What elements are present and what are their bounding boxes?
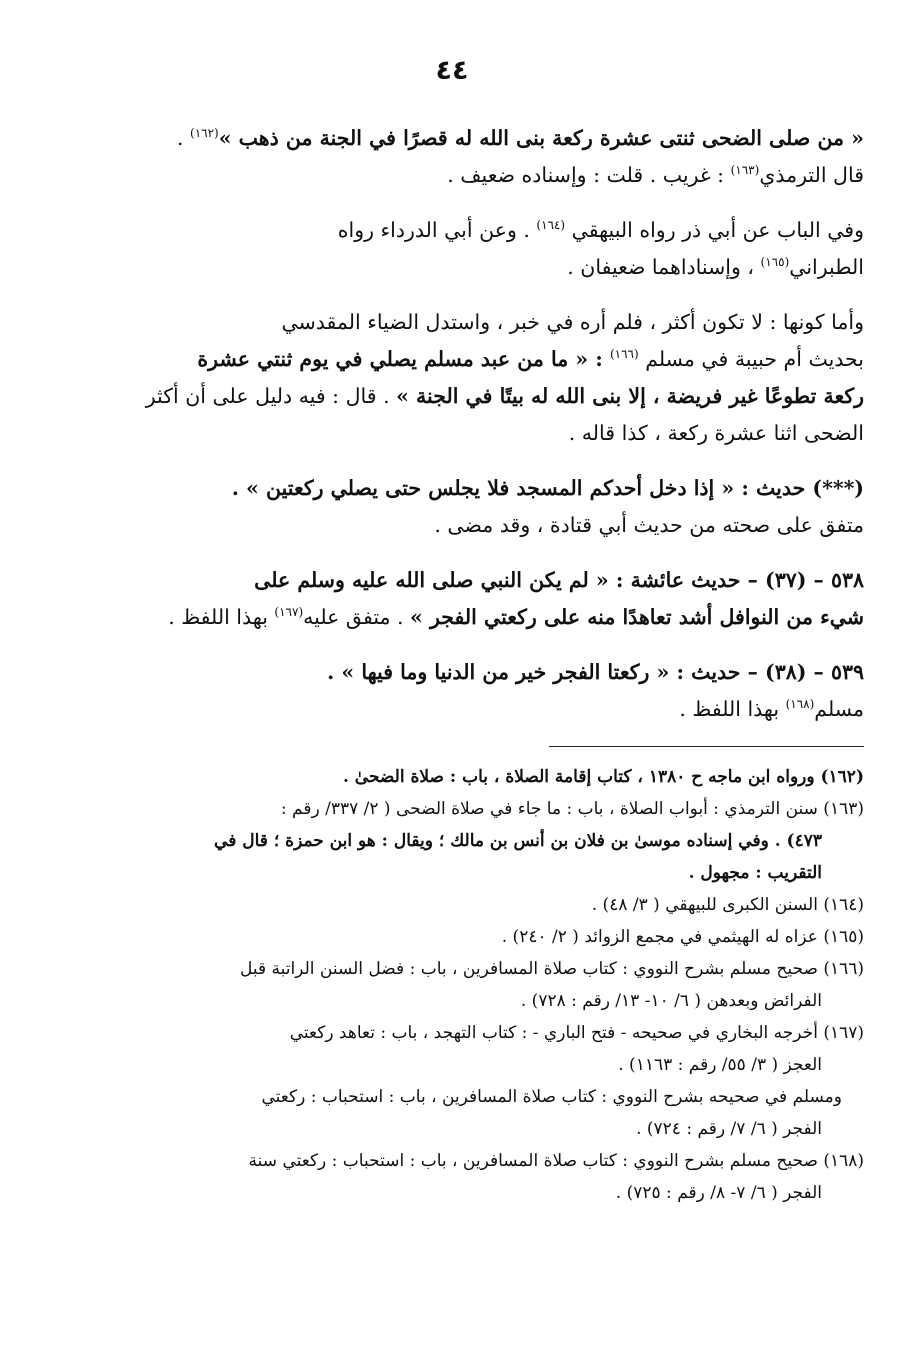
text-line xyxy=(40,599,864,636)
footnote-line: الفجر ( ٦/ ٧- ٨/ رقم : ٧٢٥) . xyxy=(615,1183,822,1203)
footnote-line: (١٦٢) ورواه ابن ماجه ح ١٣٨٠ ، كتاب إقامة الصلاة ، باب : صلاة الضحىٰ . xyxy=(342,767,864,787)
footnote-ref: (١٦٦) xyxy=(609,347,639,362)
text-segment: : « ما من عبد مسلم يصلي في يوم ثنتي عشرة xyxy=(197,347,610,371)
footnotes xyxy=(40,761,864,1209)
footnote xyxy=(40,921,864,953)
paragraph xyxy=(40,562,864,636)
footnote-line: (١٦٨) صحيح مسلم بشرح النووي : كتاب صلاة المسافرين ، باب : استحباب : ركعتي سنة xyxy=(248,1151,864,1171)
text-segment: (***) حديث : « إذا دخل أحدكم المسجد فلا يجلس حتى يصلي ركعتين » . xyxy=(231,476,864,500)
paragraph xyxy=(40,654,864,728)
text-line xyxy=(40,507,864,544)
text-segment: : غريب . قلت : وإسناده ضعيف . xyxy=(447,163,731,187)
footnote xyxy=(40,1017,864,1081)
page xyxy=(40,55,864,1338)
footnote xyxy=(40,793,864,889)
footnote-line: ٤٧٣) . وفي إسناده موسىٰ بن فلان بن أنس بن مالك ؛ ويقال : هو ابن حمزة ؛ قال في xyxy=(214,831,822,851)
footnote xyxy=(40,1145,864,1209)
footnote-ref: (١٦٤) xyxy=(536,218,566,233)
text-segment: بهذا اللفظ . xyxy=(168,605,275,629)
paragraph xyxy=(40,212,864,286)
paragraph xyxy=(40,120,864,194)
footnote-ref: (١٦٧) xyxy=(274,605,304,620)
text-segment: ، وإسناداهما ضعيفان . xyxy=(567,255,761,279)
text-segment: قال الترمذي xyxy=(759,163,864,187)
text-segment: الضحى اثنا عشرة ركعة ، كذا قاله . xyxy=(568,421,864,445)
text-line xyxy=(40,470,864,507)
text-line xyxy=(40,120,864,157)
text-segment: مسلم xyxy=(814,697,864,721)
footnote xyxy=(40,889,864,921)
paragraph xyxy=(40,470,864,544)
footnote xyxy=(40,953,864,1017)
footnote-ref: (١٦٢) xyxy=(190,126,219,141)
footnote-line: العجز ( ٣/ ٥٥/ رقم : ١١٦٣) . xyxy=(618,1055,822,1075)
text-line xyxy=(40,157,864,194)
footnote-line: (١٦٦) صحيح مسلم بشرح النووي : كتاب صلاة المسافرين ، باب : فضل السنن الراتبة قبل xyxy=(239,959,864,979)
text-line xyxy=(40,691,864,728)
page-number: ٤٤ xyxy=(435,55,469,86)
footnote-line: الفرائض وبعدهن ( ٦/ ١٠- ١٣/ رقم : ٧٢٨) . xyxy=(520,991,822,1011)
text-segment: . وعن أبي الدرداء رواه xyxy=(337,218,537,242)
footnote-ref: (١٦٣) xyxy=(730,163,760,178)
footnote-separator xyxy=(549,746,864,747)
text-segment: . قال : فيه دليل على أن أكثر xyxy=(145,384,397,408)
footnote xyxy=(40,761,864,793)
text-segment: الطبراني xyxy=(789,255,864,279)
text-line xyxy=(40,654,864,691)
footnote-line: (١٦٣) سنن الترمذي : أبواب الصلاة ، باب : ما جاء في صلاة الضحى ( ٢/ ٣٣٧/ رقم : xyxy=(280,799,864,819)
footnote-line: (١٦٧) أخرجه البخاري في صحيحه - فتح الباري - : كتاب التهجد ، باب : تعاهد ركعتي xyxy=(289,1023,864,1043)
text-segment: ركعة تطوعًا غير فريضة ، إلا بنى الله له بيتًا في الجنة » xyxy=(396,384,864,408)
text-line xyxy=(40,249,864,286)
footnote xyxy=(40,1081,864,1145)
footnote-line: ومسلم في صحيحه بشرح النووي : كتاب صلاة المسافرين ، باب : استحباب : ركعتي xyxy=(261,1087,842,1107)
text-segment: بحديث أم حبيبة في مسلم xyxy=(638,347,864,371)
text-segment: متفق على صحته من حديث أبي قتادة ، وقد مضى . xyxy=(434,513,864,537)
text-segment: . xyxy=(176,126,190,150)
text-line xyxy=(40,415,864,452)
paragraph xyxy=(40,304,864,452)
text-segment: شيء من النوافل أشد تعاهدًا منه على ركعتي الفجر » xyxy=(410,605,864,629)
text-line xyxy=(40,341,864,378)
text-segment: وفي الباب عن أبي ذر رواه البيهقي xyxy=(565,218,864,242)
body-text xyxy=(40,120,864,728)
text-line xyxy=(40,378,864,415)
footnote-line: الفجر ( ٦/ ٧/ رقم : ٧٢٤) . xyxy=(636,1119,822,1139)
text-segment: وأما كونها : لا تكون أكثر ، فلم أره في خبر ، واستدل الضياء المقدسي xyxy=(281,310,864,334)
text-segment: . متفق عليه xyxy=(303,605,411,629)
text-line xyxy=(40,212,864,249)
footnote-line: التقريب : مجهول . xyxy=(688,863,822,883)
text-segment: « من صلى الضحى ثنتى عشرة ركعة بنى الله له قصرًا في الجنة من ذهب » xyxy=(218,126,864,150)
footnote-ref: (١٦٨) xyxy=(785,697,815,712)
footnote-ref: (١٦٥) xyxy=(760,255,790,270)
text-segment: ٥٣٩ – (٣٨) – حديث : « ركعتا الفجر خير من الدنيا وما فيها » . xyxy=(327,660,864,684)
footnote-line: (١٦٤) السنن الكبرى للبيهقي ( ٣/ ٤٨) . xyxy=(591,895,864,915)
text-segment: ٥٣٨ – (٣٧) – حديث عائشة : « لم يكن النبي صلى الله عليه وسلم على xyxy=(254,568,864,592)
text-line xyxy=(40,562,864,599)
text-segment: بهذا اللفظ . xyxy=(679,697,786,721)
text-line xyxy=(40,304,864,341)
footnote-line: (١٦٥) عزاه له الهيثمي في مجمع الزوائد ( ٢/ ٢٤٠) . xyxy=(501,927,864,947)
